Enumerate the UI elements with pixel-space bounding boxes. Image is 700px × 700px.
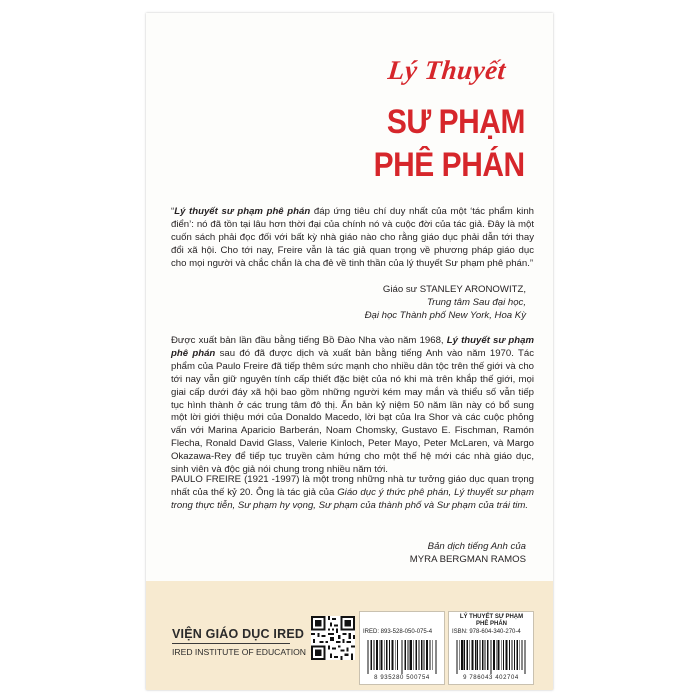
translator-credit — [410, 540, 526, 566]
quote-text: đáp ứng tiêu chí duy nhất của một ‘tác phẩm kinh điển’: nó đã tồn tại lâu hơn thời đại của chính nó và cuộc đời của tác giả. Đây là một cuốn sách phải đọc đối với bất kỳ nhà giáo nào cho rằng giáo dục phải dẫn tới thay đổi xã hội. Cho tới nay, Freire vẫn là tác giả quan trọng về phương pháp giáo dục cho mọi người và chắc chắn là cha đẻ về tinh thần của lý thuyết Sư phạm phê phán.” — [171, 206, 534, 269]
attribution-org-1: Trung tâm Sau đại học, — [426, 297, 526, 308]
translator-role: Bản dịch tiếng Anh của — [427, 541, 526, 552]
attribution-name: Giáo sư STANLEY ARONOWITZ, — [382, 284, 526, 295]
isbn-label: ISBN: 978-604-340-270-4 — [452, 629, 521, 635]
description-book-title: Lý thuyết sư phạm phê phán — [171, 335, 534, 359]
translator-name: MYRA BERGMAN RAMOS — [409, 554, 526, 565]
publisher-name-en: IRED INSTITUTE OF EDUCATION — [172, 647, 306, 657]
title-line-2: PHÊ PHÁN — [373, 146, 525, 184]
publisher-divider — [172, 643, 290, 644]
publisher-name: VIỆN GIÁO DỤC IRED — [172, 627, 305, 641]
qr-code-icon[interactable] — [311, 616, 355, 660]
ired-barcode — [359, 611, 445, 685]
ired-barcode-label: IRED: 893-528-050-075-4 — [363, 629, 433, 635]
isbn-barcode-digits: 9 786043 402704 — [463, 675, 519, 681]
isbn-book-title-2: PHÊ PHÁN — [475, 621, 507, 627]
quote-attribution — [365, 283, 526, 322]
quote-open-mark: “ — [171, 206, 175, 217]
quote-book-title: Lý thuyết sư phạm phê phán — [174, 206, 311, 217]
bio-text: PAULO FREIRE (1921 -1997) là một trong những nhà tư tưởng giáo dục quan trọng nhất của thế kỷ 20. Ông là tác giả của — [171, 474, 534, 498]
title-line-1: SƯ PHẠM — [386, 103, 525, 141]
description-before: Được xuất bản lần đầu bằng tiếng Bồ Đào Nha vào năm 1968, — [171, 335, 447, 346]
title-script: Lý Thuyết — [386, 55, 508, 85]
isbn-barcode — [448, 611, 534, 685]
bio-works: Giáo dục ý thức phê phán, Lý thuyết sư phạm trong thực tiễn, Sư phạm hy vọng, Sư phạm của thành phố và Sư phạm của trái tim. — [171, 486, 535, 511]
description-after: sau đó đã được dịch và xuất bản bằng tiếng Anh vào năm 1970. Tác phẩm của Paulo Freire đã tiếp thêm sức mạnh cho nhiều dân tộc trên thế giới và cho tới nay vẫn giữ nguyên tính cấp thiết đặc biệt của nó khi mà trên khắp thế giới, mọi giai cấp dưới đáy xã hội bao gồm những người kém may mắn và thiểu số vẫn tiếp tục hình thành ở các trung tâm đô thị. Ấn bản kỷ niệm 50 năm lần này có bổ sung một lời giới thiệu mới của Donaldo Macedo, lời bạt của Ira Shor và các cuộc phỏng vấn với Marina Aparicio Barberán, Noam Chomsky, Gustavo E. Fischman, Ramón Flecha, Ronald David Glass, Valerie Kinloch, Peter Mayo, Peter McLaren, và Margo Okazawa-Rey để tiếp tục truyền cảm hứng cho một thế hệ mới các nhà giáo dục, sinh viên và độc giả nói chung trong nhiều năm tới. — [171, 347, 535, 476]
endorsement-quote — [171, 206, 534, 271]
barcode-icon — [367, 640, 437, 674]
barcode-icon — [456, 640, 526, 674]
cover-footer — [146, 581, 553, 690]
back-cover — [146, 13, 553, 690]
ired-barcode-digits: 8 935280 500754 — [374, 675, 430, 681]
book-description — [171, 335, 534, 477]
isbn-book-title-1: LÝ THUYẾT SƯ PHẠM — [459, 614, 524, 620]
author-bio — [171, 474, 534, 513]
attribution-org-2: Đại học Thành phố New York, Hoa Kỳ — [364, 310, 526, 321]
